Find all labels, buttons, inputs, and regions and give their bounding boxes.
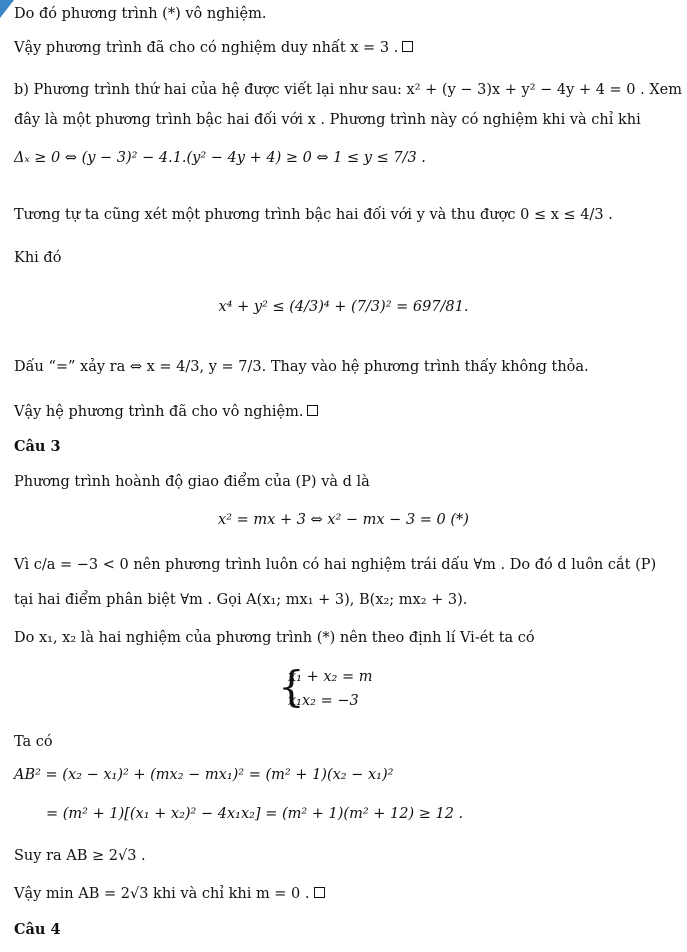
math-line: Δₓ ≥ 0 ⇔ (y − 3)² − 4.1.(y² − 4y + 4) ≥ 0 ⇔ 1 ≤ y ≤ 7/3 . bbox=[14, 150, 426, 166]
text-line: Tương tự ta cũng xét một phương trình bậc hai đối với y và thu được 0 ≤ x ≤ 4/3 . bbox=[14, 207, 613, 223]
end-of-proof-icon bbox=[307, 405, 318, 416]
text-line: Do đó phương trình (*) vô nghiệm. bbox=[14, 6, 267, 22]
math-line: = (m² + 1)[(x₁ + x₂)² − 4x₁x₂] = (m² + 1)(m² + 12) ≥ 12 . bbox=[46, 806, 464, 822]
text-line: Vậy hệ phương trình đã cho vô nghiệm. bbox=[14, 402, 677, 422]
text-line: tại hai điểm phân biệt ∀m . Gọi A(x₁; mx₁ + 3), B(x₂; mx₂ + 3). bbox=[14, 592, 468, 608]
text-line: Vậy min AB = 2√3 khi và chỉ khi m = 0 . bbox=[14, 884, 677, 904]
text-line: b) Phương trình thứ hai của hệ được viết lại như sau: x² + (y − 3)x + y² − 4y + 4 = 0 . Xem bbox=[14, 82, 683, 98]
corner-accent bbox=[0, 0, 14, 18]
text-line: Do x₁, x₂ là hai nghiệm của phương trình (*) nên theo định lí Vi-ét ta có bbox=[14, 630, 535, 646]
math-line: x⁴ + y² ≤ (4/3)⁴ + (7/3)² = 697/81. bbox=[218, 299, 469, 315]
text-line: Dấu “=” xảy ra ⇔ x = 4/3, y = 7/3. Thay vào hệ phương trình thấy không thỏa. bbox=[14, 359, 589, 375]
text-line: Ta có bbox=[14, 734, 53, 750]
text-line: Khi đó bbox=[14, 250, 62, 266]
math-line: x² = mx + 3 ⇔ x² − mx − 3 = 0 (*) bbox=[218, 512, 469, 528]
end-of-proof-icon bbox=[402, 41, 413, 52]
math-line: AB² = (x₂ − x₁)² + (mx₂ − mx₁)² = (m² + 1)(x₂ − x₁)² bbox=[14, 767, 394, 783]
equation-system bbox=[278, 662, 373, 713]
text-line: đây là một phương trình bậc hai đối với x . Phương trình này có nghiệm khi và chỉ khi bbox=[14, 112, 641, 128]
text-line: Vì c/a = −3 < 0 nên phương trình luôn có hai nghiệm trái dấu ∀m . Do đó d luôn cắt (P) bbox=[14, 557, 657, 573]
end-of-proof-icon bbox=[314, 887, 325, 898]
brace-glyph: { bbox=[278, 662, 305, 711]
section-heading: Câu 4 bbox=[14, 921, 61, 938]
system-equation: x₁x₂ = −3 bbox=[288, 693, 359, 709]
text-line: Suy ra AB ≥ 2√3 . bbox=[14, 848, 146, 864]
text-line: Vậy phương trình đã cho có nghiệm duy nhất x = 3 . bbox=[14, 38, 677, 58]
section-heading: Câu 3 bbox=[14, 438, 61, 455]
system-equation: x₁ + x₂ = m bbox=[288, 669, 373, 685]
text-line: Phương trình hoành độ giao điểm của (P) và d là bbox=[14, 474, 370, 490]
